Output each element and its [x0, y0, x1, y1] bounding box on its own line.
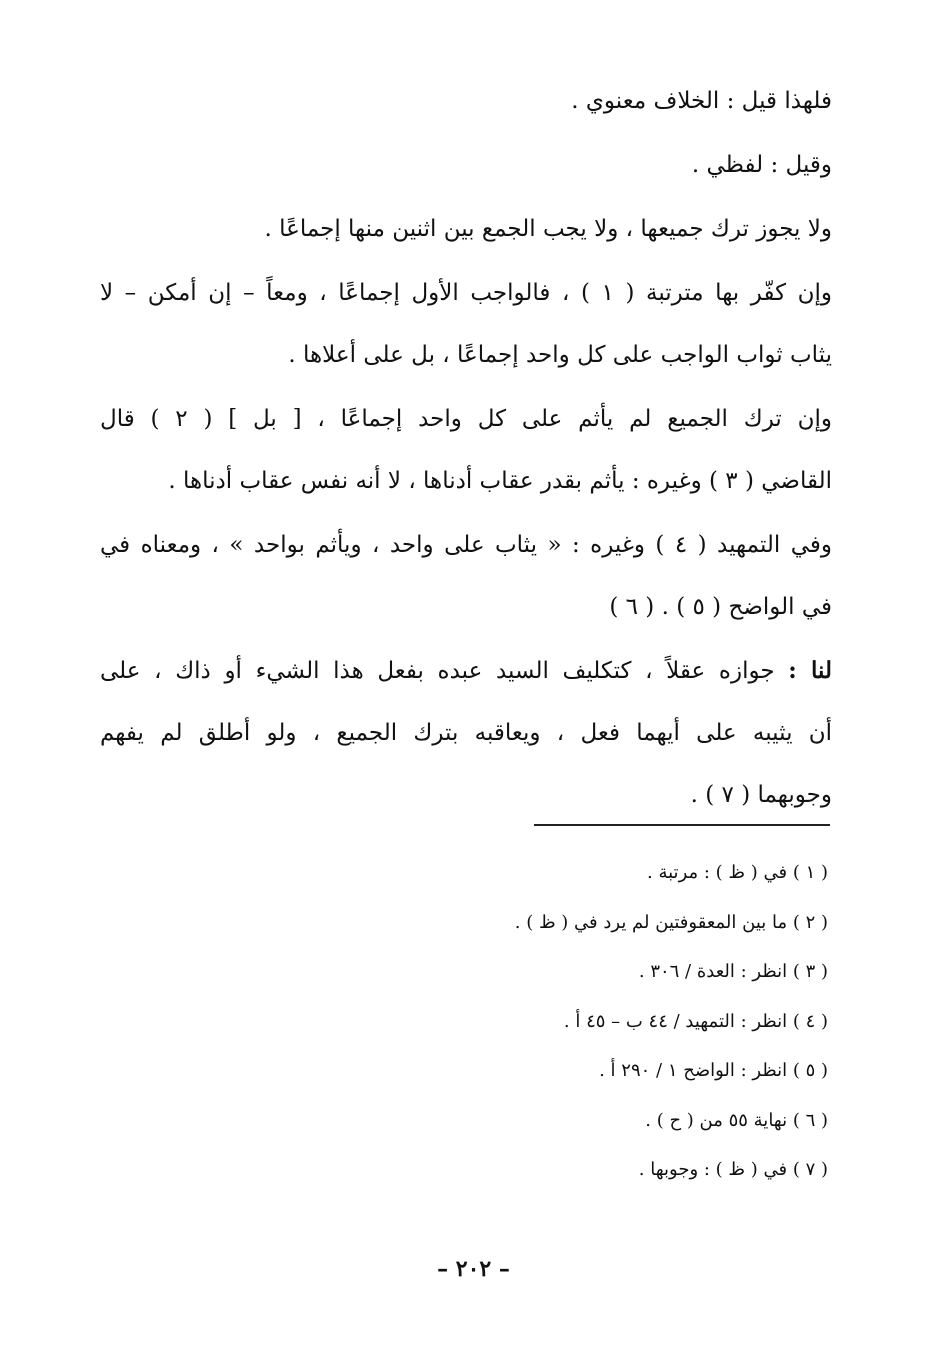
paragraph-4 [100, 262, 832, 386]
paragraph-5 [100, 388, 832, 512]
footnote-separator [534, 824, 830, 826]
footnote-4: ( ٤ ) انظر : التمهيد / ٤٤ ب – ٤٥ أ . [563, 1010, 828, 1032]
page-number: – ٢٠٢ – [437, 1256, 510, 1282]
footnote-2: ( ٢ ) ما بين المعقوفتين لم يرد في ( ظ ) . [514, 911, 828, 933]
text-line: أن يثيبه على أيهما فعل ، ويعاقبه بترك الجميع ، ولو أطلق لم يفهم [100, 720, 832, 746]
paragraph-3 [100, 198, 832, 260]
text-line: وإن ترك الجميع لم يأثم على كل واحد إجماعًا ، [ بل ] ( ٢ ) قال [100, 406, 832, 432]
paragraph-lead: لنا : [788, 657, 832, 684]
text-line: وإن كفّر بها مترتبة ( ١ ) ، فالواجب الأول إجماعًا ، ومعاً – إن أمكن – لا [100, 280, 832, 306]
text-line: جوازه عقلاً ، كتكليف السيد عبده بفعل هذا الشيء أو ذاك ، على [100, 658, 775, 684]
text-line: ولا يجوز ترك جميعها ، ولا يجب الجمع بين اثنين منها إجماعًا . [264, 216, 832, 242]
text-line: القاضي ( ٣ ) وغيره : يأثم بقدر عقاب أدناها ، لا أنه نفس عقاب أدناها . [168, 468, 832, 494]
text-line: يثاب ثواب الواجب على كل واحد إجماعًا ، بل على أعلاها . [288, 342, 832, 368]
footnote-7: ( ٧ ) في ( ظ ) : وجوبها . [638, 1159, 828, 1180]
text-line: في الواضح ( ٥ ) . ( ٦ ) [609, 594, 832, 620]
footnote-1: ( ١ ) في ( ظ ) : مرتبة . [647, 862, 828, 883]
footnote-5: ( ٥ ) انظر : الواضح ١ / ٢٩٠ أ . [599, 1060, 828, 1081]
main-text [100, 70, 832, 828]
text-line: فلهذا قيل : الخلاف معنوي . [571, 88, 832, 114]
paragraph-7 [100, 640, 832, 826]
footnotes [300, 848, 828, 1195]
footnote-6: ( ٦ ) نهاية ٥٥ من ( ح ) . [645, 1109, 828, 1131]
footnote-3: ( ٣ ) انظر : العدة / ٣٠٦ . [638, 961, 828, 982]
text-line-with-lead [100, 640, 832, 702]
text-line: وفي التمهيد ( ٤ ) وغيره : « يثاب على واحد ، ويأثم بواحد » ، ومعناه في [100, 532, 832, 558]
text-line: وجوبهما ( ٧ ) . [690, 782, 832, 808]
text-line: وقيل : لفظي . [691, 152, 832, 178]
paragraph-6 [100, 514, 832, 638]
paragraph-2 [100, 134, 832, 196]
paragraph-1 [100, 70, 832, 132]
